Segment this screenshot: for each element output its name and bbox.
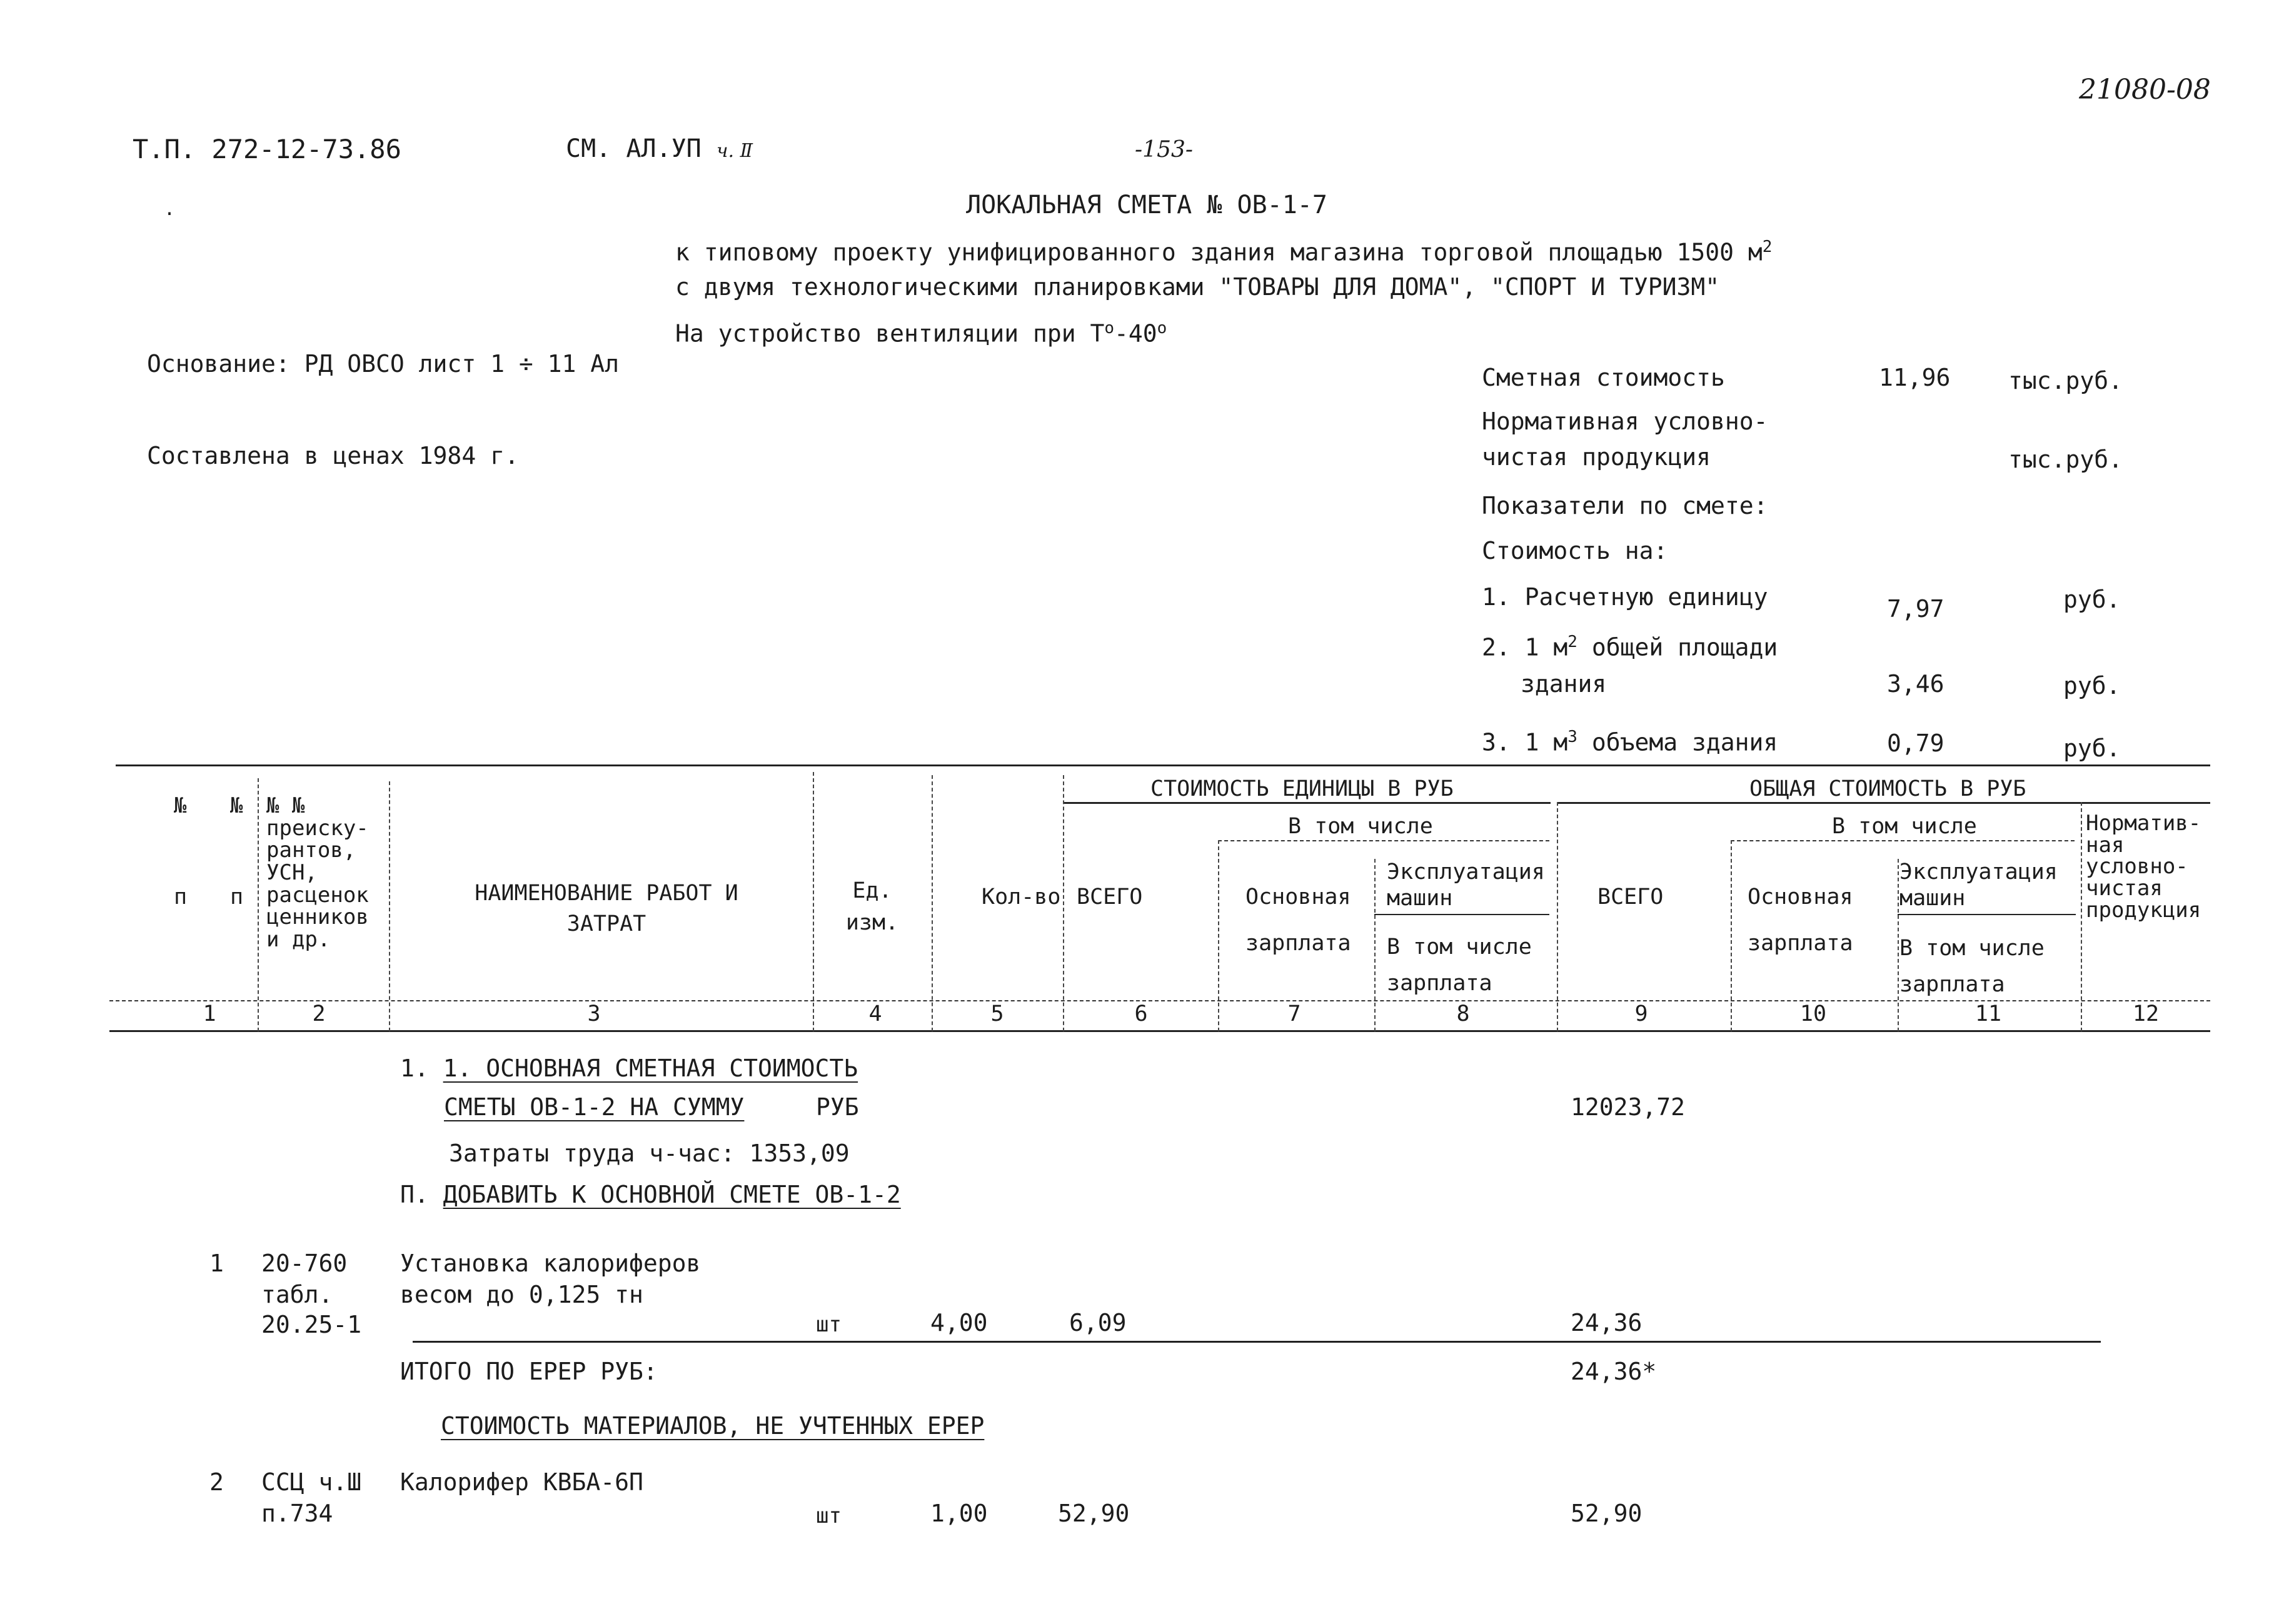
summary-item-2-label-a: 2. 1 м — [1482, 633, 1568, 661]
col7-header-b: зарплата — [1245, 931, 1351, 956]
section-1-unit: РУБ — [816, 1093, 859, 1121]
summary-item-1-value: 7,97 — [1887, 595, 1944, 623]
col11-header-d: зарплата — [1899, 972, 2005, 997]
total-group-rule — [1557, 802, 2210, 804]
col11-header-c: В том числе — [1899, 936, 2045, 961]
subtitle-line-1-sup: 2 — [1762, 238, 1773, 256]
col-divider-10 — [1898, 859, 1899, 1031]
col6-header: ВСЕГО — [1077, 885, 1143, 910]
subtitle-line-1 — [675, 239, 1772, 264]
page-number: -153- — [1135, 137, 1194, 163]
summary-item-3-value: 0,79 — [1887, 729, 1944, 757]
row-2-ref-a: ССЦ ч.Ш — [261, 1468, 362, 1496]
tp-reference: Т.П. 272-12-73.86 — [133, 134, 401, 164]
col-num-6: 6 — [1134, 1001, 1148, 1026]
dot-mark: . — [164, 198, 176, 220]
col-divider-11 — [2081, 802, 2082, 1031]
prices-line: Составлена в ценах 1984 г. — [147, 442, 519, 469]
col2-header: № № преиску- рантов, УСН, расценок ценников и др. — [266, 793, 369, 953]
col-num-12: 12 — [2132, 1001, 2160, 1026]
col-divider-7 — [1374, 859, 1376, 1031]
summary-item-3-label-a: 3. 1 м — [1482, 728, 1568, 756]
row-2-price: 52,90 — [1058, 1500, 1130, 1527]
basis-line: Основание: РД ОВСО лист 1 ÷ 11 Ал — [147, 350, 619, 378]
section-1-title: 1. 1. ОСНОВНАЯ СМЕТНАЯ СТОИМОСТЬ — [400, 1055, 858, 1082]
col1-p-a: п — [174, 885, 188, 910]
col1-no-a: № — [174, 793, 187, 818]
summary-norm-label-1: Нормативная условно- — [1482, 408, 1768, 435]
sm-reference-text: СМ. АЛ.УП — [566, 134, 702, 163]
summary-item-3-unit: руб. — [2063, 734, 2121, 762]
summary-item-2-sup: 2 — [1567, 633, 1577, 651]
col10-header-a: Основная — [1748, 885, 1853, 910]
col-divider-5 — [1063, 775, 1064, 1031]
number-row-bottom-rule — [109, 1030, 2210, 1032]
subtitle-line-1-text: к типовому проекту унифицированного здания магазина торговой площадью 1500 м — [675, 238, 1763, 266]
col-num-10: 10 — [1799, 1001, 1827, 1026]
incl-2-header: В том числе — [1832, 814, 1977, 839]
col-divider-9 — [1731, 840, 1732, 1031]
row-1-ref-c: 20.25-1 — [261, 1311, 362, 1338]
summary-item-3-sup: 3 — [1567, 728, 1577, 746]
row-1-underline — [413, 1341, 2101, 1343]
col5-header: Кол-во — [982, 885, 1061, 910]
header-bottom-rule — [109, 1000, 2210, 1001]
row-1-total: 24,36 — [1571, 1309, 1643, 1336]
row-1-number: 1 — [209, 1250, 224, 1277]
col3-header: НАИМЕНОВАНИЕ РАБОТ И ЗАТРАТ — [475, 881, 738, 936]
sm-reference — [566, 136, 753, 161]
row-1-ref-a: 20-760 — [261, 1250, 348, 1277]
summary-item-2-unit: руб. — [2063, 672, 2121, 699]
col-divider-4 — [932, 775, 933, 1031]
subtotal-value: 24,36* — [1571, 1358, 1657, 1385]
col-num-5: 5 — [990, 1001, 1004, 1026]
col-divider-6 — [1218, 840, 1219, 1031]
estimate-title: ЛОКАЛЬНАЯ СМЕТА № ОВ-1-7 — [966, 191, 1327, 219]
col-num-9: 9 — [1634, 1001, 1648, 1026]
col-num-3: 3 — [587, 1001, 601, 1026]
row-2-name: Калорифер КВБА-6П — [400, 1468, 643, 1496]
col11-header-a: Эксплуатация — [1899, 860, 2058, 885]
c8-split-rule — [1374, 914, 1549, 915]
row-2-ref-b: п.734 — [261, 1500, 333, 1527]
row-1-qty: 4,00 — [930, 1309, 988, 1336]
col-num-2: 2 — [312, 1001, 326, 1026]
row-1-name-b: весом до 0,125 тн — [400, 1281, 643, 1308]
col8-header-d: зарплата — [1387, 971, 1492, 996]
col-divider-3 — [813, 772, 814, 1031]
summary-item-1-unit: руб. — [2063, 586, 2121, 613]
summary-item-2-value: 3,46 — [1887, 670, 1944, 698]
subtitle-line-3 — [675, 320, 1167, 346]
row-1-unit: шт — [816, 1312, 842, 1337]
col-num-1: 1 — [203, 1001, 216, 1026]
row-2-number: 2 — [209, 1468, 224, 1496]
section-1-subtitle: СМЕТЫ ОВ-1-2 НА СУММУ — [444, 1093, 745, 1121]
summary-cost-label: Сметная стоимость — [1482, 364, 1725, 391]
col8-header-a: Эксплуатация — [1387, 860, 1545, 885]
col9-header: ВСЕГО — [1597, 885, 1664, 910]
col-num-4: 4 — [868, 1001, 882, 1026]
incl-2-rule — [1731, 840, 2075, 841]
c11-split-rule — [1898, 914, 2076, 915]
labor-line: Затраты труда ч-час: 1353,09 — [449, 1140, 850, 1167]
row-1-ref-b: табл. — [261, 1281, 333, 1308]
col-divider-1 — [258, 778, 259, 1031]
summary-norm-label-2: чистая продукция — [1482, 443, 1711, 471]
summary-indicators: Показатели по смете: — [1482, 492, 1768, 519]
summary-cost-value: 11,96 — [1879, 364, 1951, 391]
col-divider-2 — [389, 781, 390, 1031]
col1-no-b: № — [230, 793, 243, 818]
col11-header-b: машин — [1899, 886, 1966, 911]
subtitle-line-3-mid: -40 — [1114, 319, 1157, 348]
row-2-total: 52,90 — [1571, 1500, 1643, 1527]
col4-header: Ед. изм. — [845, 878, 899, 935]
summary-cost-unit: тыс.руб. — [2008, 367, 2123, 394]
summary-cost-per: Стоимость на: — [1482, 537, 1668, 564]
row-2-unit: шт — [816, 1503, 842, 1528]
section-1-total: 12023,72 — [1571, 1093, 1686, 1121]
row-1-price: 6,09 — [1069, 1309, 1127, 1336]
col10-header-b: зарплата — [1748, 931, 1853, 956]
col7-header-a: Основная — [1245, 885, 1351, 910]
materials-header: СТОИМОСТЬ МАТЕРИАЛОВ, НЕ УЧТЕННЫХ ЕРЕР — [441, 1412, 985, 1440]
summary-norm-unit: тыс.руб. — [2008, 446, 2123, 473]
unit-cost-group-header: СТОИМОСТЬ ЕДИНИЦЫ В РУБ — [1150, 776, 1454, 801]
summary-item-1-label: 1. Расчетную единицу — [1482, 583, 1768, 611]
col-divider-8 — [1557, 802, 1558, 1031]
col8-header-c: В том числе — [1387, 935, 1532, 960]
summary-item-2-label-c: здания — [1521, 670, 1607, 698]
total-group-header: ОБЩАЯ СТОИМОСТЬ В РУБ — [1749, 776, 2026, 801]
incl-1-header: В том числе — [1288, 814, 1433, 839]
section-1-title-text: 1. ОСНОВНАЯ СМЕТНАЯ СТОИМОСТЬ — [443, 1055, 858, 1082]
document-number: 21080-08 — [2079, 74, 2211, 106]
subtotal-label: ИТОГО ПО ЕРЕР РУБ: — [400, 1358, 658, 1385]
row-2-qty: 1,00 — [930, 1500, 988, 1527]
table-top-rule — [116, 764, 2210, 766]
sm-reference-handwritten: ч. Ⅱ — [716, 140, 753, 162]
section-2-prefix: П. — [400, 1181, 443, 1208]
summary-item-3-label — [1482, 729, 1778, 754]
col-num-11: 11 — [1975, 1001, 2002, 1026]
subtitle-line-3-text: На устройство вентиляции при Т — [675, 319, 1105, 348]
summary-item-3-label-b: объема здания — [1577, 728, 1778, 756]
summary-item-2-label-b: общей площади — [1577, 633, 1778, 661]
col-num-7: 7 — [1287, 1001, 1301, 1026]
subtitle-line-2: с двумя технологическими планировками "ТОВАРЫ ДЛЯ ДОМА", "СПОРТ И ТУРИЗМ" — [675, 273, 1720, 301]
col-num-8: 8 — [1456, 1001, 1470, 1026]
incl-1-rule — [1218, 840, 1549, 841]
col8-header-b: машин — [1387, 886, 1453, 911]
subtitle-line-3-sup1: о — [1104, 319, 1114, 338]
unit-cost-group-rule — [1063, 802, 1551, 804]
summary-item-2-label — [1482, 634, 1778, 659]
col1-p-b: п — [230, 885, 244, 910]
section-2-title-text: ДОБАВИТЬ К ОСНОВНОЙ СМЕТЕ ОВ-1-2 — [443, 1181, 901, 1208]
col12-header: Норматив- ная условно- чистая продукция — [2086, 811, 2201, 923]
row-1-name-a: Установка калориферов — [400, 1250, 701, 1277]
subtitle-line-3-sup2: о — [1157, 319, 1167, 338]
section-2-title — [400, 1183, 901, 1206]
